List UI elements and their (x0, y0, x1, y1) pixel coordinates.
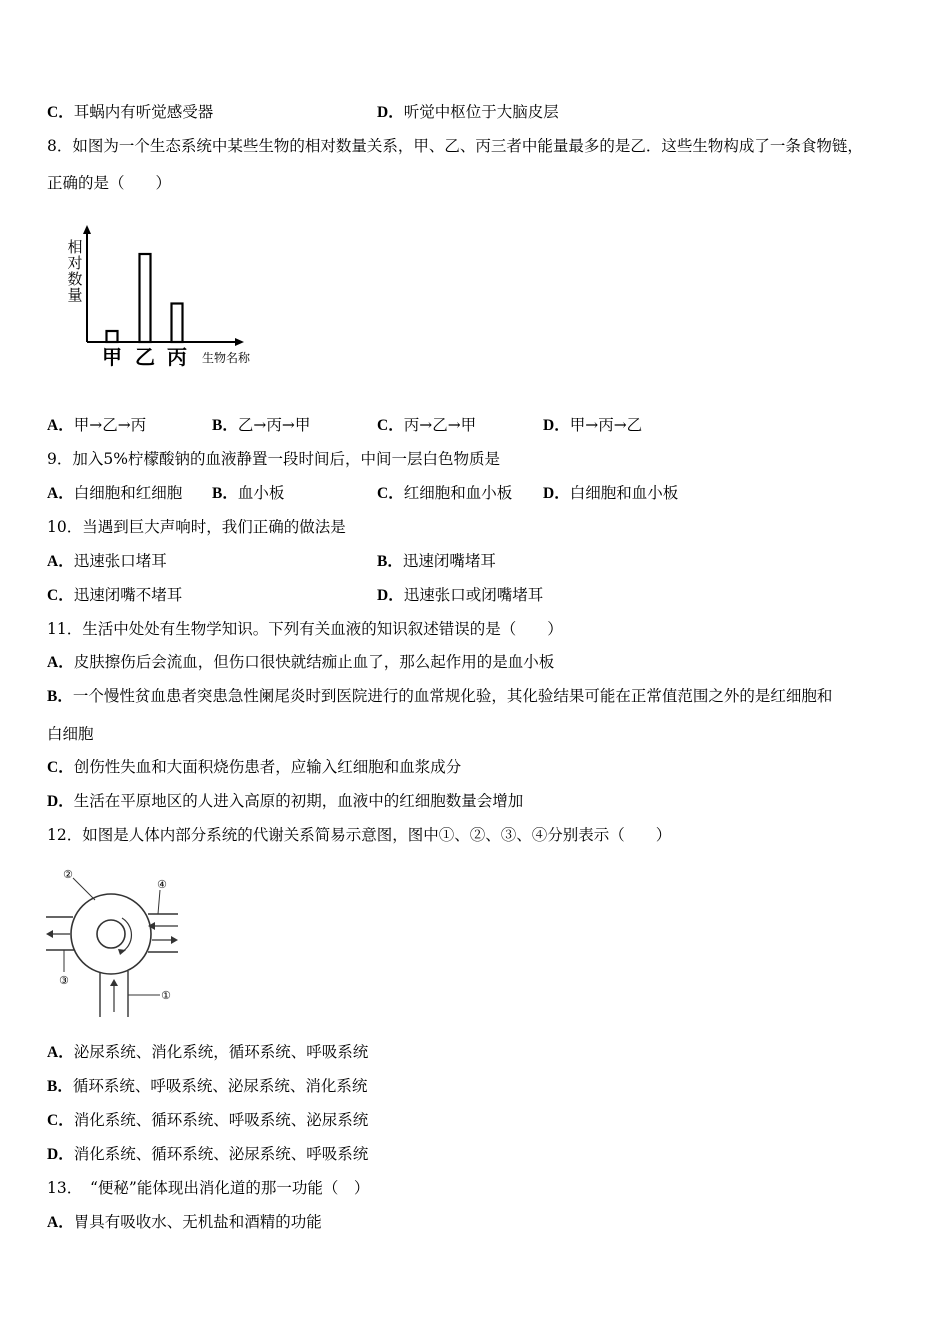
q9-option-b: B．血小板 (212, 484, 285, 502)
leader-line-2 (73, 878, 95, 900)
q12-option-c: C．消化系统、循环系统、呼吸系统、泌尿系统 (47, 1111, 369, 1129)
bars-group (107, 254, 183, 342)
label-circle-1: ① (161, 989, 171, 1002)
q10-stem: 10．当遇到巨大声响时，我们正确的做法是 (47, 518, 346, 536)
bar-丙 (172, 304, 183, 343)
y-axis-arrow (83, 225, 91, 234)
label-circle-3: ③ (59, 974, 69, 987)
right-arrowhead-2 (171, 936, 178, 944)
q7-option-c: C．耳蜗内有听觉感受器 (47, 103, 214, 121)
x-axis-arrow (235, 338, 244, 346)
q7-option-d: D．听觉中枢位于大脑皮层 (377, 103, 559, 121)
q11-option-b: B．一个慢性贫血患者突患急性阑尾炎时到医院进行的血常规化验，其化验结果可能在正常值范围之外的是红细胞和 (47, 687, 833, 705)
q13-stem: 13． “便秘”能体现出消化道的那一功能（ ） (47, 1179, 370, 1197)
q8-option-a: A．甲→乙→丙 (47, 416, 147, 434)
q10-option-a: A．迅速张口堵耳 (47, 552, 167, 570)
q11-option-c: C．创伤性失血和大面积烧伤患者，应输入红细胞和血浆成分 (47, 758, 462, 776)
q8-option-c: C．丙→乙→甲 (377, 416, 477, 434)
q13-option-a: A．胃具有吸收水、无机盐和酒精的功能 (47, 1213, 322, 1231)
q11-option-a: A．皮肤擦伤后会流血，但伤口很快就结痂止血了，那么起作用的是血小板 (47, 653, 555, 671)
circulation-arrow (122, 918, 131, 952)
q12-option-a: A．泌尿系统、消化系统，循环系统、呼吸系统 (47, 1043, 369, 1061)
label-circle-2: ② (63, 868, 73, 881)
q8-stem-line1: 8．如图为一个生态系统中某些生物的相对数量关系，甲、乙、丙三者中能量最多的是乙．这些生物构成了一条食物链， (47, 137, 863, 155)
category-label: 乙 (135, 345, 155, 369)
label-circle-4: ④ (157, 878, 167, 891)
q10-option-b: B．迅速闭嘴堵耳 (377, 552, 496, 570)
q8-stem-line2: 正确的是（ ） (47, 174, 172, 192)
q9-stem: 9．加入5%柠檬酸钠的血液静置一段时间后，中间一层白色物质是 (47, 450, 500, 468)
relative-quantity-bar-chart (60, 222, 290, 382)
q8-option-d: D．甲→丙→乙 (543, 416, 643, 434)
circulation-inner-ring (97, 920, 125, 948)
q9-option-a: A．白细胞和红细胞 (47, 484, 183, 502)
q8-option-b: B．乙→丙→甲 (212, 416, 311, 434)
y-axis-label-text: 相对数量 (67, 238, 83, 304)
q12-stem: 12．如图是人体内部分系统的代谢关系简易示意图，图中①、②、③、④分别表示（ ） (47, 826, 672, 844)
category-label: 甲 (102, 345, 122, 369)
metabolism-system-diagram (40, 862, 200, 1022)
q10-option-d: D．迅速张口或闭嘴堵耳 (377, 586, 544, 604)
category-label: 丙 (167, 345, 187, 369)
q12-option-b: B．循环系统、呼吸系统、泌尿系统、消化系统 (47, 1077, 368, 1095)
y-axis-label (67, 238, 82, 304)
q11-option-b-continued: 白细胞 (47, 725, 94, 743)
q11-option-d: D．生活在平原地区的人进入高原的初期，血液中的红细胞数量会增加 (47, 792, 524, 810)
circulation-arrowhead (118, 949, 126, 955)
x-axis-label: 生物名称 (202, 351, 251, 365)
left-arrowhead (46, 930, 53, 938)
q9-option-d: D．白细胞和血小板 (543, 484, 679, 502)
q11-stem: 11．生活中处处有生物学知识。下列有关血液的知识叙述错误的是（ ） (47, 620, 563, 638)
leader-line-4 (158, 890, 160, 914)
q10-option-c: C．迅速闭嘴不堵耳 (47, 586, 183, 604)
bar-甲 (107, 331, 118, 342)
q9-option-c: C．红细胞和血小板 (377, 484, 513, 502)
bar-乙 (140, 254, 151, 342)
circulation-outer-ring (71, 894, 151, 974)
bottom-arrowhead (110, 979, 118, 986)
q12-option-d: D．消化系统、循环系统、泌尿系统、呼吸系统 (47, 1145, 369, 1163)
category-labels-group (102, 345, 187, 369)
